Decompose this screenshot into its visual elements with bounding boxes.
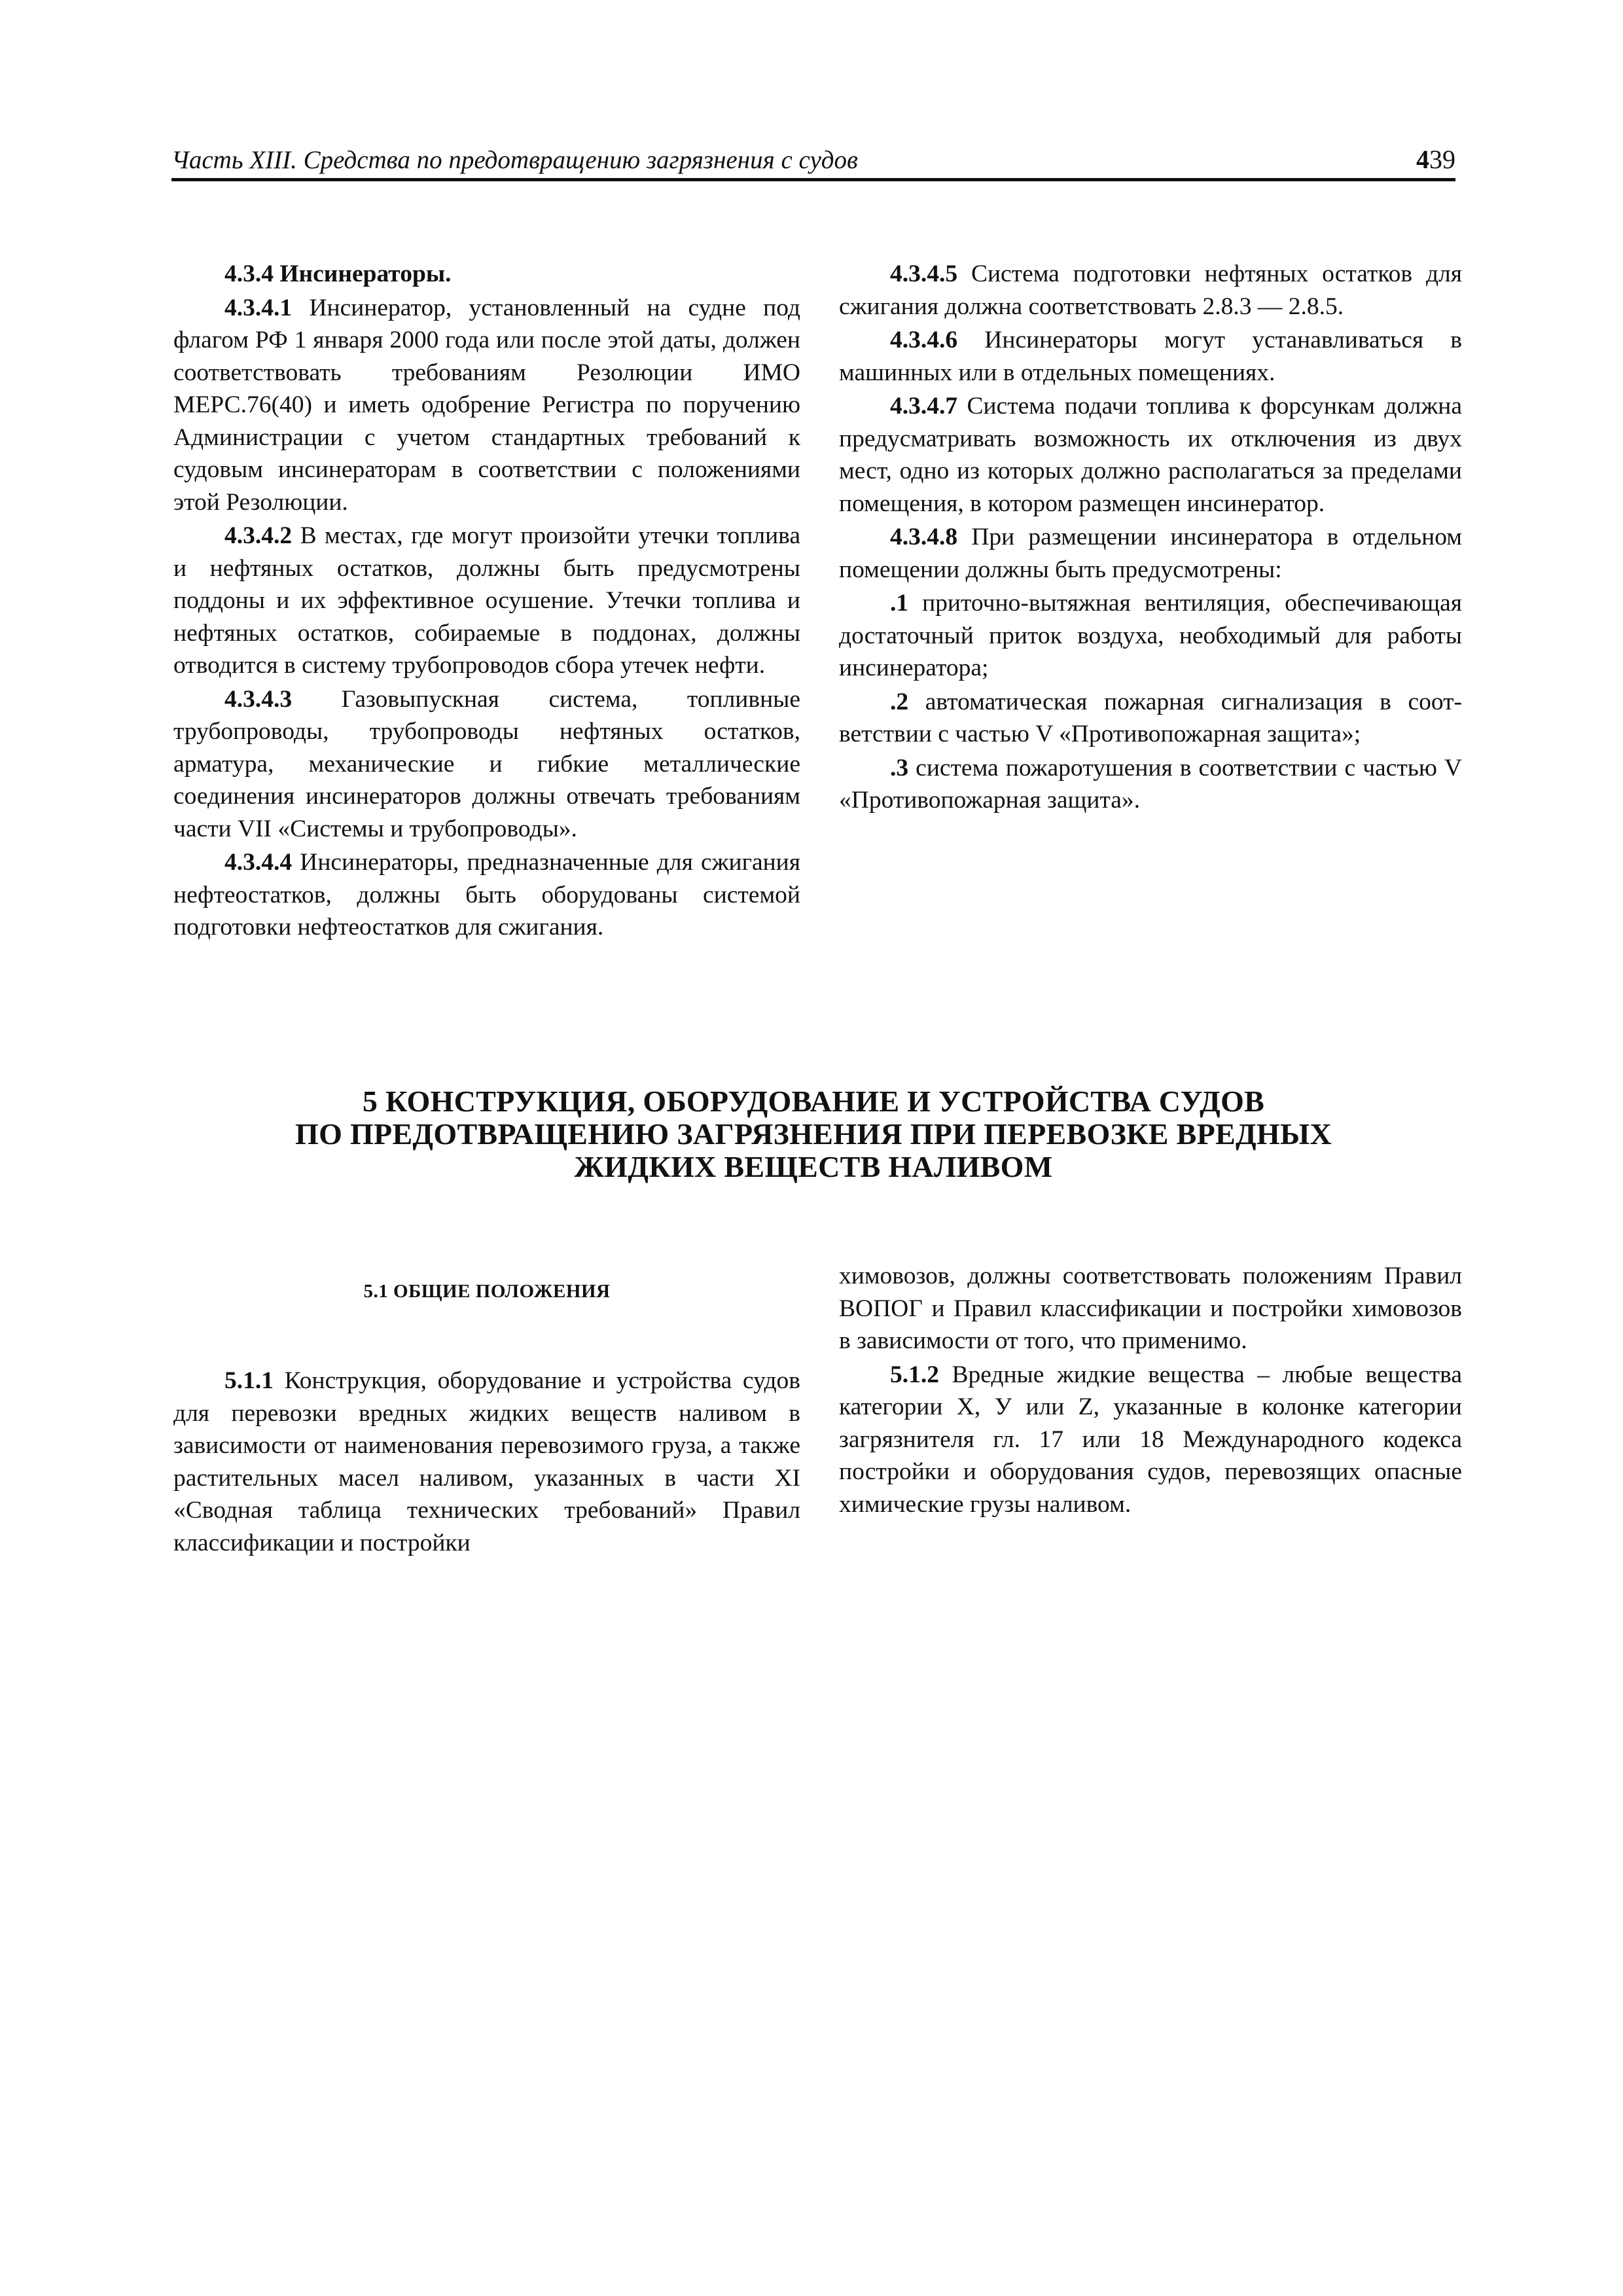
list-item-number: .2: [890, 688, 909, 715]
clause-text: Инсинераторы, предназначенные для сжигания нефтеостатков, должны быть оборудованы системой подготовки нефтеостатков для сжигания.: [173, 849, 800, 941]
clause-text: Газовыпускная система, топливные трубопроводы, трубопроводы нефтяных остатков, арматура, механические и гибкие металлические соединения инсинераторов должны отвечать требованиям части VII «Системы и трубопроводы».: [173, 685, 800, 842]
clause-number: 4.3.4 Инсинераторы.: [224, 260, 452, 287]
list-item-text: автоматическая пожарная сигнализация в соответствии с частью V «Противопожарная защита»;: [839, 688, 1462, 747]
clause-number: 4.3.4.2: [224, 522, 293, 549]
clause-text: При размещении инсинератора в отдельном помещении должны быть предусмотрены:: [839, 524, 1462, 583]
column-left-top: [173, 258, 800, 945]
paragraph-4-3-4-8: [839, 521, 1462, 586]
section-5-heading: [171, 1085, 1455, 1183]
clause-text: В местах, где могут произойти утечки топлива и нефтяных остатков, должны быть предусмотрены поддоны и их эффективное осушение. Утечки топлива и нефтяных остатков, собираемые в поддонах, должны отводится в систему трубопроводов сбора утечек нефти.: [173, 522, 800, 679]
paragraph-4-3-4-5: [839, 258, 1462, 323]
clause-text: Вредные жидкие вещества – любые вещества категории X, У или Z, указанные в колонке категории загрязнителя гл. 17 или 18 Международного кодекса постройки и оборудования судов, перевозящих опасные химические грузы наливом.: [839, 1361, 1462, 1518]
page-number: [1416, 144, 1455, 175]
clause-number: 4.3.4.4: [224, 849, 293, 876]
clause-number: 4.3.4.3: [224, 685, 293, 713]
clause-text: Конструкция, оборудование и устройства судов для перевозки вредных жидких веществ наливом в зависимости от наименования перевозимого груза, а также растительных масел наливом, указанных в части XI «Сводная таблица технических требований» Правил классификации и постройки: [173, 1367, 800, 1556]
clause-number: 5.1.2: [890, 1361, 939, 1388]
paragraph-4-3-4-3: [173, 683, 800, 846]
paragraph-4-3-4: [173, 258, 800, 291]
clause-number: 4.3.4.6: [890, 327, 958, 353]
paragraph-5-1-1: [173, 1365, 800, 1559]
paragraph-5-1-1-continued: химовозов, должны соответствовать положениям Правил ВОПОГ и Правил классификации и постройки химовозов в зависимости от того, что применимо.: [839, 1263, 1462, 1354]
paragraph-4-3-4-2: [173, 520, 800, 682]
paragraph-4-3-4-7: [839, 390, 1462, 520]
paragraph-5-1-2: [839, 1359, 1462, 1521]
list-item-3: [839, 752, 1462, 817]
clause-number: 4.3.4.1: [224, 294, 293, 321]
clause-number: 4.3.4.8: [890, 524, 958, 550]
list-item-text: приточно-вытяжная вентиляция, обеспечивающая достаточный приток воздуха, необходимый для работы инсинератора;: [839, 590, 1462, 681]
clause-text: Система подачи топлива к форсункам должна предусматривать возможность их отключения из двух мест, одно из которых должно располагаться за пределами помещения, в котором размещен инсинератор.: [839, 393, 1462, 517]
list-item-number: .1: [890, 590, 909, 617]
column-right-bottom: [839, 1260, 1462, 1522]
clause-text: Инсинераторы могут устанавливаться в машинных или в отдельных помещениях.: [839, 327, 1462, 386]
clause-text: Система подготовки нефтяных остатков для сжигания должна соответствовать 2.8.3 — 2.8.5.: [839, 260, 1462, 320]
paragraph-4-3-4-1: [173, 292, 800, 519]
column-right-top: [839, 258, 1462, 818]
subsection-5-1-heading: 5.1 ОБЩИЕ ПОЛОЖЕНИЯ: [363, 1281, 611, 1302]
section-heading-line-2: ПО ПРЕДОТВРАЩЕНИЮ ЗАГРЯЗНЕНИЯ ПРИ ПЕРЕВОЗКЕ ВРЕДНЫХ: [295, 1117, 1332, 1151]
page-number-rest: 39: [1429, 145, 1455, 174]
section-heading-line-3: ЖИДКИХ ВЕЩЕСТВ НАЛИВОМ: [574, 1150, 1053, 1183]
running-title: Часть XIII. Средства по предотвращению загрязнения с судов: [171, 146, 858, 174]
column-left-bottom: [173, 1365, 800, 1560]
clause-text: Инсинератор, установленный на судне под флагом РФ 1 января 2000 года или после этой даты, должен соответствовать требованиям Резолюции ИМО МЕРС.76(40) и иметь одобрение Регистра по поручению Администрации с учетом стандартных требований к судовым инсинераторам в соответствии с положениями этой Резолюции.: [173, 294, 800, 516]
list-item-text: система пожаротушения в соответствии с частью V «Противопожарная защита».: [839, 754, 1462, 814]
section-heading-line-1: 5 КОНСТРУКЦИЯ, ОБОРУДОВАНИЕ И УСТРОЙСТВА СУДОВ: [362, 1085, 1265, 1118]
clause-number: 4.3.4.5: [890, 260, 958, 287]
page-number-bold: 4: [1416, 145, 1429, 174]
list-item-number: .3: [890, 754, 909, 781]
paragraph-4-3-4-4: [173, 846, 800, 944]
clause-number: 4.3.4.7: [890, 393, 958, 420]
list-item-1: [839, 587, 1462, 685]
clause-number: 5.1.1: [224, 1367, 274, 1394]
running-header: [171, 141, 1455, 181]
list-item-2: [839, 686, 1462, 751]
paragraph-4-3-4-6: [839, 324, 1462, 389]
